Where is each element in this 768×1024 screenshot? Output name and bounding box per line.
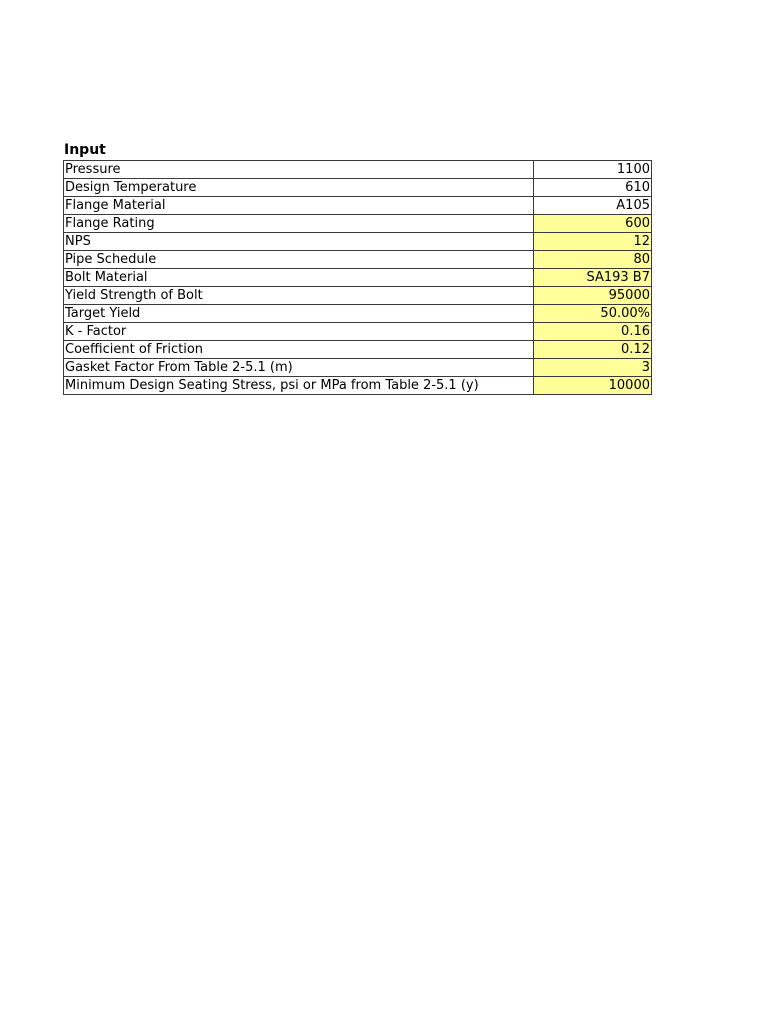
row-label[interactable]: Minimum Design Seating Stress, psi or MPa from Table 2-5.1 (y) (64, 377, 534, 395)
section-title: Input (64, 142, 106, 158)
input-cell[interactable]: 0.16 (534, 323, 652, 341)
table-row (64, 161, 652, 179)
row-label[interactable]: Bolt Material (64, 269, 534, 287)
input-cell[interactable]: 0.12 (534, 341, 652, 359)
input-cell[interactable]: 600 (534, 215, 652, 233)
input-cell[interactable]: 95000 (534, 287, 652, 305)
input-cell[interactable]: 12 (534, 233, 652, 251)
input-table (63, 160, 652, 395)
table-row (64, 323, 652, 341)
row-label[interactable]: Target Yield (64, 305, 534, 323)
table-row (64, 359, 652, 377)
table-row (64, 377, 652, 395)
row-label[interactable]: Design Temperature (64, 179, 534, 197)
table-row (64, 341, 652, 359)
table-row (64, 251, 652, 269)
row-label[interactable]: Yield Strength of Bolt (64, 287, 534, 305)
row-label[interactable]: Flange Material (64, 197, 534, 215)
input-cell[interactable]: 50.00% (534, 305, 652, 323)
table-row (64, 179, 652, 197)
input-table-body (64, 161, 652, 395)
row-label[interactable]: Pipe Schedule (64, 251, 534, 269)
value-cell[interactable]: 610 (534, 179, 652, 197)
table-row (64, 233, 652, 251)
row-label[interactable]: K - Factor (64, 323, 534, 341)
table-row (64, 197, 652, 215)
input-cell[interactable]: SA193 B7 (534, 269, 652, 287)
input-cell[interactable]: 80 (534, 251, 652, 269)
row-label[interactable]: NPS (64, 233, 534, 251)
row-label[interactable]: Pressure (64, 161, 534, 179)
value-cell[interactable]: 1100 (534, 161, 652, 179)
row-label[interactable]: Flange Rating (64, 215, 534, 233)
table-row (64, 287, 652, 305)
input-cell[interactable]: 3 (534, 359, 652, 377)
input-cell[interactable]: 10000 (534, 377, 652, 395)
table-row (64, 269, 652, 287)
row-label[interactable]: Coefficient of Friction (64, 341, 534, 359)
row-label[interactable]: Gasket Factor From Table 2-5.1 (m) (64, 359, 534, 377)
table-row (64, 215, 652, 233)
value-cell[interactable]: A105 (534, 197, 652, 215)
table-row (64, 305, 652, 323)
